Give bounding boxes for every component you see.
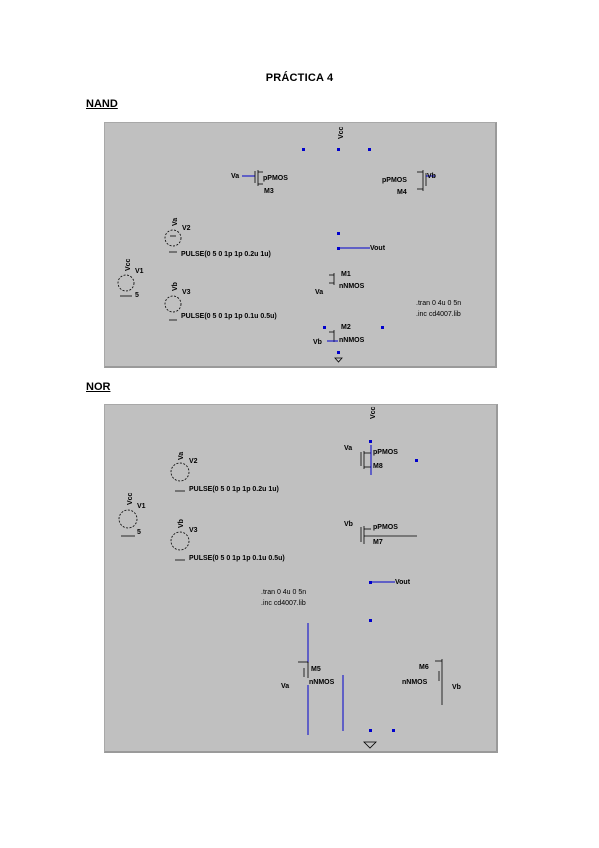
- nor-inc-directive: .inc cd4007.lib: [261, 600, 306, 607]
- nor-m7-name-label: M7: [373, 539, 383, 546]
- nand-v1-symbol: [118, 275, 134, 291]
- nor-m6-gate-label: Vb: [452, 684, 461, 691]
- nand-node: [302, 148, 305, 151]
- nand-m2-transistor[interactable]: [327, 330, 338, 342]
- nor-v3-value-label: PULSE(0 5 0 1p 1p 0.1u 0.5u): [189, 555, 285, 562]
- nand-m3-gate-label: Va: [231, 173, 240, 180]
- nor-m5-transistor[interactable]: [298, 623, 308, 735]
- nor-node: [369, 440, 372, 443]
- nor-v2-source[interactable]: [171, 463, 189, 491]
- nand-v3-value-label: PULSE(0 5 0 1p 1p 0.1u 0.5u): [181, 313, 277, 320]
- nand-node: [381, 326, 384, 329]
- nor-node: [369, 581, 372, 584]
- nand-m1-name-label: M1: [341, 271, 351, 278]
- nor-schematic-drawing: [105, 405, 496, 751]
- nor-heading: NOR: [86, 381, 111, 393]
- nand-m3-name-label: M3: [264, 188, 274, 195]
- nand-v2-name-label: V2: [182, 225, 191, 232]
- nor-m5-name-label: M5: [311, 666, 321, 673]
- nand-v2-symbol: [165, 230, 181, 246]
- nand-node: [368, 148, 371, 151]
- nand-ground-symbol: [335, 358, 342, 362]
- nand-m2-name-label: M2: [341, 324, 351, 331]
- nor-v3-node-label: Vb: [178, 519, 185, 528]
- nand-v2-value-label: PULSE(0 5 0 1p 1p 0.2u 1u): [181, 251, 271, 258]
- nor-v1-value-label: 5: [137, 529, 141, 536]
- nand-m4-model-label: pPMOS: [382, 177, 407, 184]
- nor-m6-model-label: nNMOS: [402, 679, 428, 686]
- nor-v2-node-label: Va: [178, 451, 185, 460]
- nand-schematic-drawing: [105, 123, 495, 366]
- nor-m5-gate-label: Va: [281, 683, 290, 690]
- nor-m8-transistor[interactable]: [361, 445, 371, 475]
- nor-v1-name-label: V1: [137, 503, 146, 510]
- nand-v3-source[interactable]: [165, 296, 181, 320]
- nor-m8-gate-label: Va: [344, 445, 353, 452]
- nor-ground-symbol: [364, 742, 376, 748]
- nand-m4-gate-label: Vb: [427, 173, 436, 180]
- nand-m1-model-label: nNMOS: [339, 283, 365, 290]
- nand-m3-transistor[interactable]: [242, 170, 263, 186]
- nand-m3-model-label: pPMOS: [263, 175, 288, 182]
- nand-v1-name-label: V1: [135, 268, 144, 275]
- nand-inc-directive: .inc cd4007.lib: [416, 311, 461, 318]
- nand-v3-name-label: V3: [182, 289, 191, 296]
- nand-m2-model-label: nNMOS: [339, 337, 365, 344]
- nand-v1-source[interactable]: [118, 275, 134, 296]
- nor-m8-name-label: M8: [373, 463, 383, 470]
- nand-v1-node-label: Vcc: [125, 258, 132, 271]
- nand-node: [337, 247, 340, 250]
- nand-node: [337, 232, 340, 235]
- nand-m1-gate-label: Va: [315, 289, 324, 296]
- nor-m5-model-label: nNMOS: [309, 679, 335, 686]
- nor-m6-transistor[interactable]: [435, 659, 442, 705]
- nor-m6-name-label: M6: [419, 664, 429, 671]
- nor-vcc-label: Vcc: [370, 406, 377, 419]
- nor-m7-gate-label: Vb: [344, 521, 353, 528]
- nor-tran-directive: .tran 0 4u 0 5n: [261, 589, 307, 596]
- nand-heading: NAND: [86, 98, 118, 110]
- nand-m2-gate-label: Vb: [313, 339, 322, 346]
- nor-v2-symbol: [171, 463, 189, 481]
- nand-tran-directive: .tran 0 4u 0 5n: [416, 300, 462, 307]
- nor-v3-name-label: V3: [189, 527, 198, 534]
- nand-v2-source[interactable]: [165, 230, 181, 252]
- nor-v1-node-label: Vcc: [127, 492, 134, 505]
- page-title: PRÁCTICA 4: [265, 72, 334, 84]
- nor-m7-model-label: pPMOS: [373, 524, 398, 531]
- nand-v3-symbol: [165, 296, 181, 312]
- nand-v2-node-label: Va: [172, 217, 179, 226]
- nand-node: [337, 351, 340, 354]
- nor-v1-source[interactable]: [119, 510, 137, 536]
- nand-v1-value-label: 5: [135, 292, 139, 299]
- nand-node: [337, 148, 340, 151]
- nor-node: [369, 729, 372, 732]
- nand-m4-name-label: M4: [397, 189, 407, 196]
- nor-m8-model-label: pPMOS: [373, 449, 398, 456]
- nand-node: [323, 326, 326, 329]
- nor-schematic: [104, 404, 498, 753]
- nand-schematic: [104, 122, 497, 368]
- nor-v1-symbol: [119, 510, 137, 528]
- nor-v3-source[interactable]: [171, 532, 189, 560]
- nand-vout-label: Vout: [370, 245, 386, 252]
- nor-v3-symbol: [171, 532, 189, 550]
- nand-v3-node-label: Vb: [172, 282, 179, 291]
- nor-vout-label: Vout: [395, 579, 411, 586]
- nand-m1-transistor[interactable]: [329, 273, 334, 285]
- nor-node: [392, 729, 395, 732]
- nor-node: [369, 619, 372, 622]
- nor-v2-name-label: V2: [189, 458, 198, 465]
- nand-vcc-label: Vcc: [338, 126, 345, 139]
- nor-v2-value-label: PULSE(0 5 0 1p 1p 0.2u 1u): [189, 486, 279, 493]
- nor-node: [415, 459, 418, 462]
